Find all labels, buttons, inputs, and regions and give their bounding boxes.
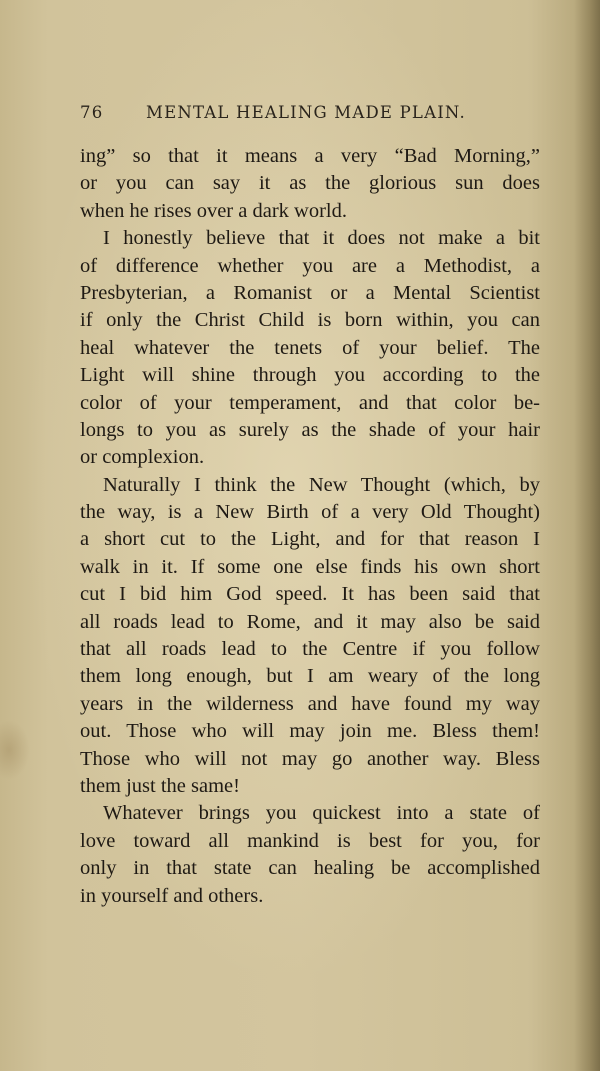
text-line: all roads lead to Rome, and it may also be said — [80, 610, 540, 633]
text-line: them long enough, but I am weary of the long — [80, 665, 540, 688]
text-line: or you can say it as the glorious sun does — [80, 172, 540, 195]
text-line: Naturally I think the New Thought (which, by — [103, 473, 540, 496]
text-line: longs to you as surely as the shade of your hair — [80, 418, 540, 441]
text-line: or complexion. — [80, 446, 205, 469]
text-line: them just the same! — [80, 774, 240, 797]
text-line: walk in it. If some one else finds his own short — [80, 555, 540, 578]
text-line: Light will shine through you according to the — [80, 364, 540, 387]
text-line: Those who will not may go another way. Bless — [80, 747, 540, 770]
text-line: years in the wilderness and have found my way — [80, 692, 540, 715]
text-line: when he rises over a dark world. — [80, 199, 347, 222]
text-line: only in that state can healing be accomplished — [80, 857, 540, 880]
text-line: Whatever brings you quickest into a state of — [103, 802, 540, 825]
text-line: if only the Christ Child is born within, you can — [80, 309, 540, 332]
running-head: MENTAL HEALING MADE PLAIN. — [146, 103, 466, 122]
text-line: that all roads lead to the Centre if you follow — [80, 638, 540, 661]
body-text — [80, 143, 540, 910]
text-line: ing” so that it means a very “Bad Morning,” — [80, 145, 540, 167]
text-line: color of your temperament, and that color be- — [80, 391, 540, 414]
text-line: I honestly believe that it does not make a bit — [103, 227, 540, 250]
text-line: of difference whether you are a Methodist, a — [80, 254, 540, 277]
paper-stain — [0, 720, 30, 780]
text-line: love toward all mankind is best for you, for — [80, 829, 540, 852]
text-line: cut I bid him God speed. It has been said that — [80, 583, 540, 606]
text-line: out. Those who will may join me. Bless them! — [80, 720, 540, 743]
page-edge-shadow — [574, 0, 600, 1071]
text-line: the way, is a New Birth of a very Old Thought) — [80, 501, 540, 524]
text-line: heal whatever the tenets of your belief. The — [80, 336, 540, 359]
text-line: Presbyterian, a Romanist or a Mental Scientist — [80, 281, 540, 304]
page-header — [80, 103, 550, 127]
text-line: in yourself and others. — [80, 884, 264, 907]
page-number: 76 — [80, 103, 104, 122]
text-line: a short cut to the Light, and for that reason I — [80, 528, 540, 551]
